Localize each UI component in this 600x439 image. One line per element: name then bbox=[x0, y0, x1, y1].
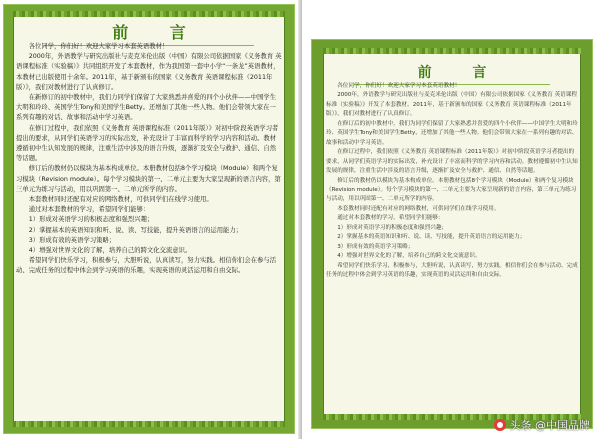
left-list-item: 1）形成对英语学习的积极态度和强烈兴趣； bbox=[28, 216, 154, 224]
left-list-item: 3）形成有效的英语学习策略； bbox=[28, 236, 116, 244]
right-paragraph: 各位同学，你们好！欢迎大家学习本套英语教材！ bbox=[337, 83, 461, 89]
left-list-item: 4）增强对世界文化的了解，培养自己的跨文化交流意识。 bbox=[28, 247, 192, 255]
right-page-title: 前 言 bbox=[417, 65, 505, 81]
right-list-item: 1）形成对英语学习的积极态度和强烈兴趣； bbox=[337, 224, 448, 231]
left-paragraph: 希望同学们快乐学习，积极参与，大胆听说，认真读写，努力实践。相信你们会在参与活动、完成任务的过程中体会到学习英语的乐趣，实现英语的灵活运用和自由交际。 bbox=[16, 257, 277, 275]
left-page-content bbox=[16, 42, 282, 422]
left-page-title: 前 言 bbox=[112, 23, 204, 42]
right-paragraph: 修订后的教材仍以模块为基本构成单位。本册教材包括8个学习模块（Module）和两个复习模块（Revision module）。每个学习模块的第一、二单元主要为大家呈现新的语言内容，第三单元为练习与活动，用以巩固第一、二单元所学的内容。 bbox=[326, 177, 577, 203]
left-paragraph: 修订后的教材仍以模块为基本构成单位。本册教材包括8个学习模块（Module）和两个复习模块（Revision module）。每个学习模块的第一、二单元主要为大家呈现新的语言内容，第三单元为练习与活动，用以巩固第一、二单元所学的内容。 bbox=[16, 165, 281, 193]
left-paragraph: 在新修订的初中教材中，我们力同学们保留了大家熟悉并喜爱的四个小伙伴——中国学生大明和玲玲、英国学生Tony和美国学生Betty。还增加了其他一些人物。他们会带领大家在一系列有趣的对话、故事和活动中学习英语。 bbox=[16, 94, 277, 122]
left-paragraph: 在修订过程中，我们依照《义务教育 英语课程标准（2011年版）》对初中阶段英语学习者提出的要求，从同学们英语学习的实际出发，补充设计了丰富而科学的学习内容和活动。教材遵循初中生认知发展的规律，注重生活中涉及的语言升级，逐渐扩及安全与救护、通信、自然等话题。 bbox=[16, 124, 279, 163]
right-paragraph: 2000年，外语教学与研究出版社与麦克米伦出版（中国）有限公司依据国家《义务教育 英语课程标准（实验稿）》开发了本套教材。2011年，基于新颁布的国家《义务教育 英语课程标准（2011年版）》，我们对教材进行了认真修订。 bbox=[326, 92, 577, 118]
right-title-wrap bbox=[326, 52, 578, 85]
right-paragraph: 在修订后的初中教材中，我们为同学们保留了大家熟悉并喜爱的四个小伙伴——中国学生大明和玲玲、英国学生Tony和美国学生Betty，还增加了其他一些人物。他们会带领大家在一系列有趣的对话、故事和活动中学习英语。 bbox=[326, 120, 578, 146]
right-list-item: 2）掌握基本的英语知识和听、说、读、写技能，提升英语语言的运用能力； bbox=[337, 234, 526, 241]
right-paragraph: 在修订过程中，我们依照《义务教育 英语课程标准（2011年版）》对初中阶段英语学习者提出的要求，从同学们英语学习的实际出发，补充设计了丰富而科学的学习内容和活动。教材遵循初中生认知发展的规律，注重生活中涉及的语言升级，逐渐扩及安全与救护、通信、自然等话题。 bbox=[326, 149, 578, 175]
left-paragraph: 各位同学，你们好！欢迎大家学习本套英语教材！ bbox=[28, 43, 169, 50]
left-paragraph: 2000年，外语教学与研究出版社与麦克米伦出版（中国）有限公司依据国家《义务教育 英语课程标准（实验稿）》共同组织开发了本套教材，作为我国第一套中小学“一条龙”英语教材，本教材已出版使用十余年。2011年，基于新颁布的国家《义务教育 英语课程标准（2011年版）》，我们对教材进行了认真修订。 bbox=[16, 53, 282, 91]
left-paragraph: 通过对本套教材的学习，希望同学们能够： bbox=[28, 206, 150, 214]
source-watermark bbox=[494, 417, 591, 433]
right-paragraph: 通过对本套教材的学习，希望同学们能够： bbox=[337, 215, 444, 222]
right-list-item: 4）增强对世界文化的了解，培养自己的跨文化交流意识。 bbox=[337, 253, 481, 260]
watermark-text: 头条 @中国品牌 bbox=[509, 419, 590, 432]
right-paragraph: 希望同学们快乐学习，积极参与，大胆听说，认真读写，努力实践。相信你们会在参与活动、完成任务的过程中体会到学习英语的乐趣，实现英语的灵活运用和自由交际。 bbox=[326, 262, 578, 279]
right-paragraph: 本套教材同时还配有对应的网络教材，可供同学们在线学习使用。 bbox=[337, 205, 500, 212]
right-page-content bbox=[326, 82, 578, 422]
watermark-logo-icon bbox=[494, 419, 506, 431]
left-list-item: 2）掌握基本的英语知识和听、说、读、写技能，提升英语语言的运用能力； bbox=[28, 226, 243, 234]
right-page bbox=[302, 0, 600, 439]
left-paragraph: 本套教材同时还配有对应的网络教材，可供同学们在线学习使用。 bbox=[28, 196, 213, 204]
left-title-wrap bbox=[16, 0, 282, 46]
right-list-item: 3）形成有效的英语学习策略； bbox=[337, 243, 414, 250]
